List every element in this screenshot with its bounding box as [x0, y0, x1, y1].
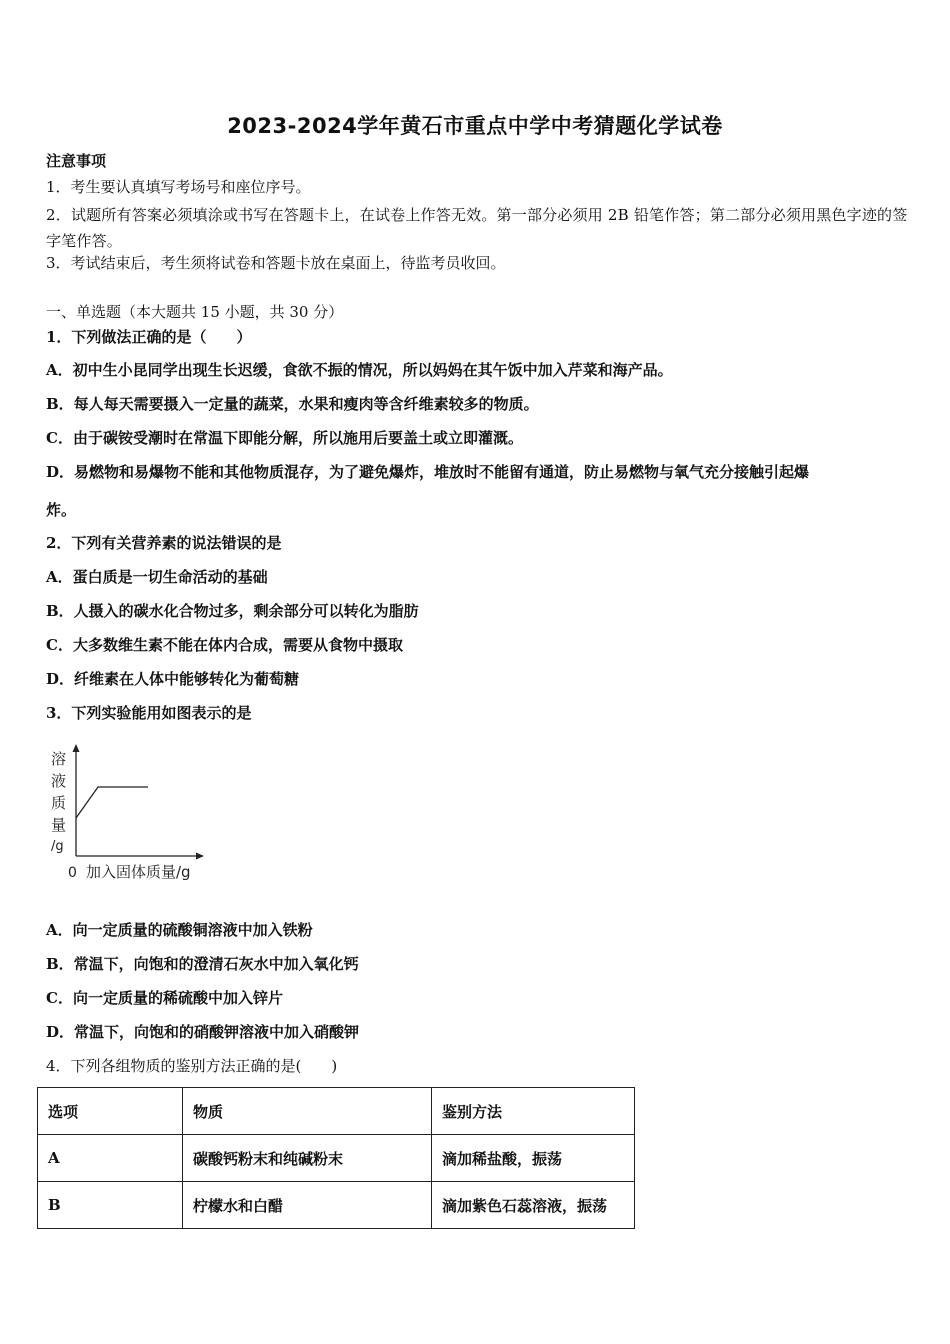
notice-item: 3．考试结束后，考生须将试卷和答题卡放在桌面上，待监考员收回。: [46, 254, 506, 272]
question-4-table: [37, 1087, 635, 1229]
question-3-option-c: C．向一定质量的稀硫酸中加入锌片: [46, 989, 283, 1007]
table-cell: 滴加稀盐酸，振荡: [432, 1135, 635, 1182]
data-line: [76, 787, 148, 818]
table-cell: A: [38, 1135, 183, 1182]
question-4-stem: 4．下列各组物质的鉴别方法正确的是( ): [46, 1057, 338, 1075]
table-header-cell: 鉴别方法: [432, 1088, 635, 1135]
question-1-option-d: D．易燃物和易爆物不能和其他物质混存，为了避免爆炸，堆放时不能留有通道，防止易燃物与氧气充分接触引起爆: [46, 463, 810, 481]
table-cell: B: [38, 1182, 183, 1229]
question-2-option-c: C．大多数维生素不能在体内合成，需要从食物中摄取: [46, 636, 403, 654]
table-header-row: [38, 1088, 635, 1135]
origin-label: 0: [68, 865, 77, 881]
table-header-cell: 物质: [183, 1088, 432, 1135]
y-axis-label-char: 质: [51, 794, 67, 812]
question-1-option-c: C．由于碳铵受潮时在常温下即能分解，所以施用后要盖土或立即灌溉。: [46, 429, 523, 447]
question-1-option-d-cont: 炸。: [46, 501, 77, 519]
question-2-option-b: B．人摄入的碳水化合物过多，剩余部分可以转化为脂肪: [46, 602, 419, 620]
page-title: 2023-2024学年黄石市重点中学中考猜题化学试卷: [227, 114, 723, 138]
y-axis-arrow: [73, 744, 80, 752]
question-2-option-a: A．蛋白质是一切生命活动的基础: [46, 568, 268, 586]
question-1-option-a: A．初中生小昆同学出现生长迟缓，食欲不振的情况，所以妈妈在其午饭中加入芹菜和海产品。: [46, 361, 673, 379]
question-3-option-a: A．向一定质量的硫酸铜溶液中加入铁粉: [46, 921, 313, 939]
x-axis-arrow: [196, 853, 204, 860]
table-cell: 滴加紫色石蕊溶液，振荡: [432, 1182, 635, 1229]
question-1-stem: 1．下列做法正确的是（ ）: [46, 328, 252, 346]
table-cell: 碳酸钙粉末和纯碱粉末: [183, 1135, 432, 1182]
section-heading: 一、单选题（本大题共 15 小题，共 30 分）: [46, 303, 344, 321]
table-cell: 柠檬水和白醋: [183, 1182, 432, 1229]
table-row: [38, 1182, 635, 1229]
y-axis-label-char: 溶: [51, 750, 67, 768]
y-axis-label-char: /g: [51, 839, 64, 854]
x-axis-label: 加入固体质量/g: [86, 863, 191, 881]
question-3-option-b: B．常温下，向饱和的澄清石灰水中加入氧化钙: [46, 955, 359, 973]
notice-heading: 注意事项: [46, 152, 107, 170]
notice-item: 2．试题所有答案必须填涂或书写在答题卡上，在试卷上作答无效。第一部分必须用 2B 铅笔作答；第二部分必须用黑色字迹的签字笔作答。: [46, 206, 908, 250]
question-3-option-d: D．常温下，向饱和的硝酸钾溶液中加入硝酸钾: [46, 1023, 360, 1041]
y-axis-label-char: 量: [51, 816, 67, 834]
table-row: [38, 1135, 635, 1182]
notice-item: 1．考生要认真填写考场号和座位序号。: [46, 178, 311, 196]
question-2-option-d: D．纤维素在人体中能够转化为葡萄糖: [46, 670, 300, 688]
question-2-stem: 2．下列有关营养素的说法错误的是: [46, 534, 282, 552]
question-3-stem: 3．下列实验能用如图表示的是: [46, 704, 252, 722]
y-axis-label-char: 液: [51, 772, 67, 790]
table-header-cell: 选项: [38, 1088, 183, 1135]
question-1-option-b: B．每人每天需要摄入一定量的蔬菜，水果和瘦肉等含纤维素较多的物质。: [46, 395, 539, 413]
question-3-graph: [44, 744, 214, 884]
